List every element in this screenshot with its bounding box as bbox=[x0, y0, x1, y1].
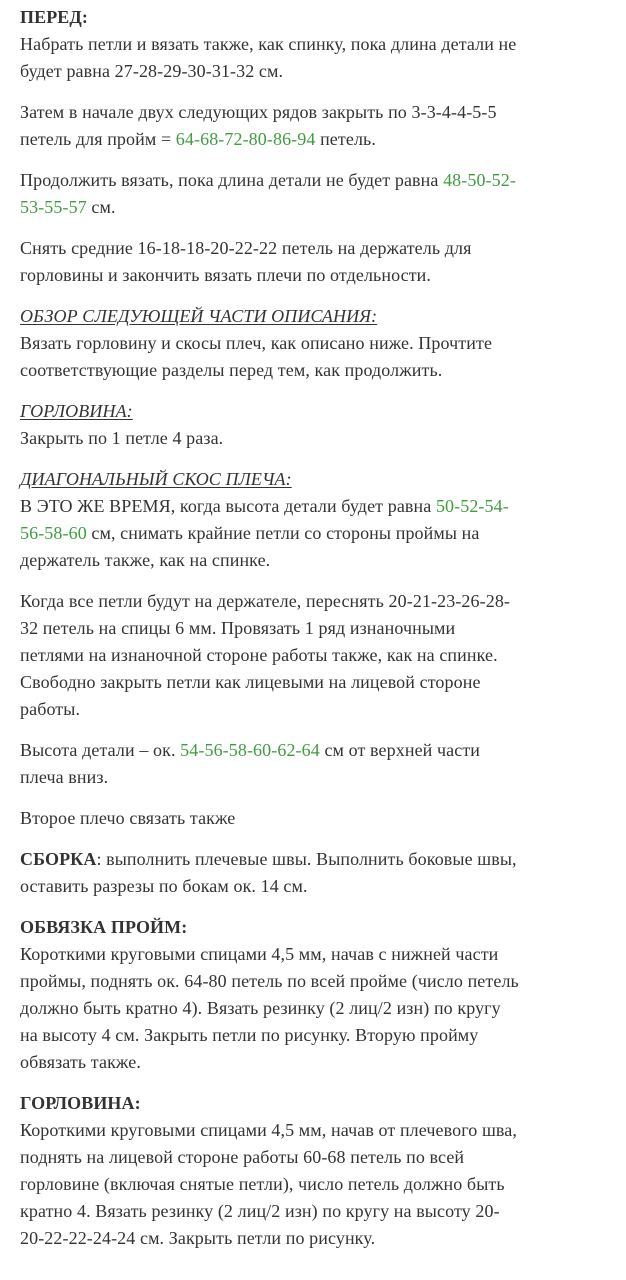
text-line: Когда все петли будут на держателе, переснять 20-21-23-26-28- bbox=[20, 591, 511, 611]
text-line: обвязать также. bbox=[20, 1052, 141, 1072]
shoulder-heading: ДИАГОНАЛЬНЫЙ СКОС ПЛЕЧА: bbox=[20, 469, 292, 489]
text-line: Высота детали – ок. 54-56-58-60-62-64 см от верхней части bbox=[20, 740, 481, 760]
assembly-section bbox=[20, 846, 626, 900]
text-line: Свободно закрыть петли как лицевыми на лицевой стороне bbox=[20, 672, 481, 692]
text-line: Вязать горловину и скосы плеч, как описано ниже. Прочтите bbox=[20, 333, 493, 353]
text-line: горловине (включая снятые петли), число петель должно быть bbox=[20, 1174, 505, 1194]
text-line: будет равна 27-28-29-30-31-32 см. bbox=[20, 61, 284, 81]
front-heading: ПЕРЕД: bbox=[20, 7, 88, 27]
text-line: проймы, поднять ок. 64-80 петель по всей пройме (число петель bbox=[20, 971, 519, 991]
text-line: Снять средние 16-18-18-20-22-22 петель на держатель для bbox=[20, 238, 472, 258]
text-line: 32 петель на спицы 6 мм. Провязать 1 ряд изнаночными bbox=[20, 618, 456, 638]
overview-section bbox=[20, 303, 626, 384]
text-line: 53-55-57 см. bbox=[20, 197, 116, 217]
armholes-section bbox=[20, 914, 626, 1076]
text-line: горловины и закончить вязать плечи по отдельности. bbox=[20, 265, 432, 285]
size-values-highlight: 48-50-52- bbox=[443, 170, 516, 190]
armholes-heading: ОБВЯЗКА ПРОЙМ: bbox=[20, 917, 188, 937]
text-line: должно быть кратно 4). Вязать резинку (2 лиц/2 изн) по кругу bbox=[20, 998, 501, 1018]
text-line: Закрыть по 1 петле 4 раза. bbox=[20, 428, 224, 448]
size-values-highlight: 56-58-60 bbox=[20, 523, 87, 543]
size-values-highlight: 53-55-57 bbox=[20, 197, 87, 217]
text-line: петлями на изнаночной стороне работы также, как на спинке. bbox=[20, 645, 498, 665]
neckline-heading: ГОРЛОВИНА: bbox=[20, 401, 133, 421]
assembly-label: СБОРКА bbox=[20, 849, 97, 869]
size-values-highlight: 50-52-54- bbox=[435, 496, 509, 516]
text-line: Затем в начале двух следующих рядов закрыть по 3-3-4-4-5-5 bbox=[20, 102, 497, 122]
text-line: Продолжить вязать, пока длина детали не будет равна 48-50-52- bbox=[20, 170, 516, 190]
text-line: на высоту 4 см. Закрыть петли по рисунку. Вторую пройму bbox=[20, 1025, 479, 1045]
shoulder-section bbox=[20, 466, 626, 832]
text-line: 56-58-60 см, снимать крайние петли со стороны проймы на bbox=[20, 523, 480, 543]
text-line: кратно 4. Вязать резинку (2 лиц/2 изн) по кругу на высоту 20- bbox=[20, 1201, 500, 1221]
neckline-front-section bbox=[20, 398, 626, 452]
text-line: петель для пройм = 64-68-72-80-86-94 петель. bbox=[20, 129, 376, 149]
neckline-edge-section bbox=[20, 1090, 626, 1252]
neckline-edge-heading: ГОРЛОВИНА: bbox=[20, 1093, 141, 1113]
text-line: поднять на лицевой стороне работы 60-68 петель по всей bbox=[20, 1147, 465, 1167]
text-line: СБОРКА: выполнить плечевые швы. Выполнить боковые швы, bbox=[20, 849, 517, 869]
overview-heading: ОБЗОР СЛЕДУЮЩЕЙ ЧАСТИ ОПИСАНИЯ: bbox=[20, 306, 378, 326]
size-values-highlight: 54-56-58-60-62-64 bbox=[180, 740, 320, 760]
text-line: соответствующие разделы перед тем, как продолжить. bbox=[20, 360, 443, 380]
text-line: В ЭТО ЖЕ ВРЕМЯ, когда высота детали будет равна 50-52-54- bbox=[20, 496, 509, 516]
text-line: оставить разрезы по бокам ок. 14 см. bbox=[20, 876, 308, 896]
size-values-highlight: 64-68-72-80-86-94 bbox=[175, 129, 316, 149]
text-line: плеча вниз. bbox=[20, 767, 109, 787]
text-line: Второе плечо связать также bbox=[20, 808, 236, 828]
front-section bbox=[20, 4, 626, 289]
text-line: Набрать петли и вязать также, как спинку, пока длина детали не bbox=[20, 34, 517, 54]
text-line: работы. bbox=[20, 699, 81, 719]
text-line: держатель также, как на спинке. bbox=[20, 550, 271, 570]
text-line: Короткими круговыми спицами 4,5 мм, начав от плечевого шва, bbox=[20, 1120, 517, 1140]
text-line: 20-22-22-24-24 см. Закрыть петли по рисунку. bbox=[20, 1228, 376, 1248]
text-line: Короткими круговыми спицами 4,5 мм, начав с нижней части bbox=[20, 944, 499, 964]
